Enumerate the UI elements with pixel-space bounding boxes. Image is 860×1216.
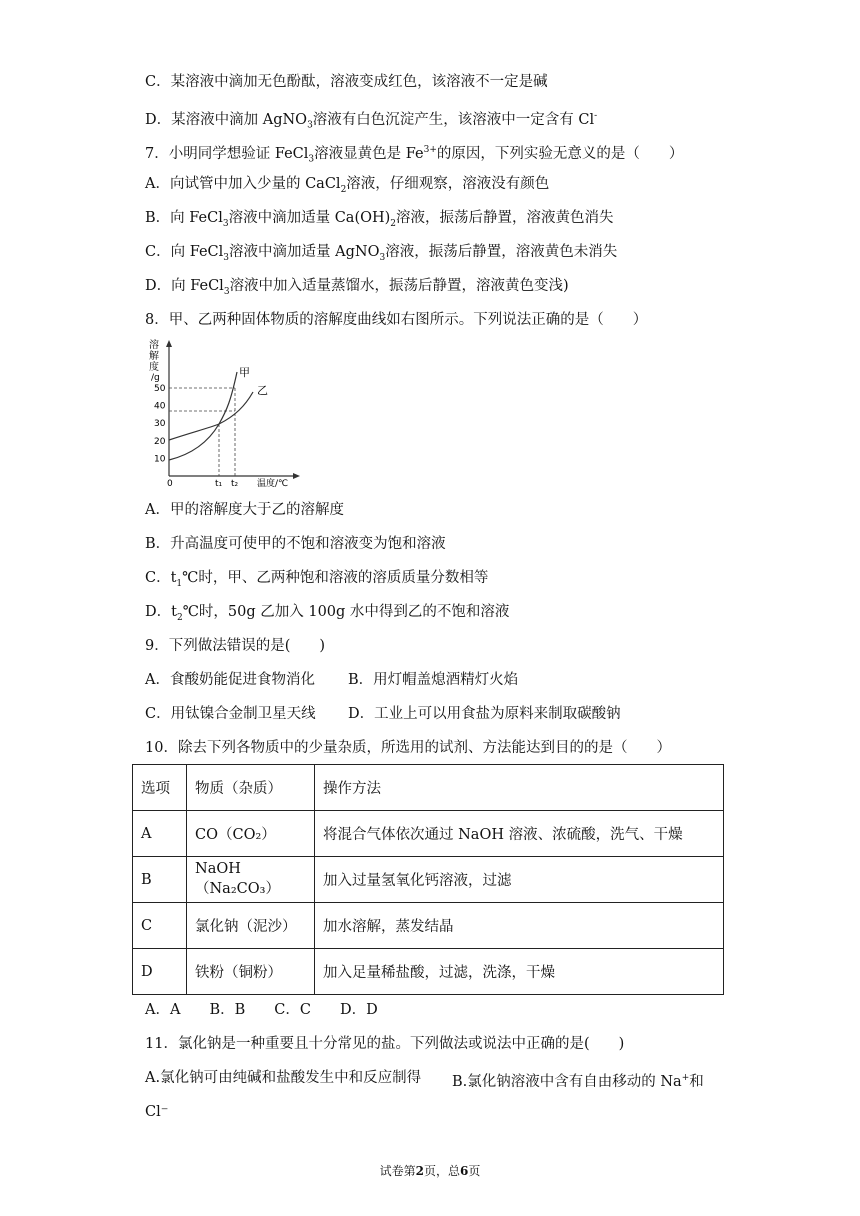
ylabel-char-1: 溶 (149, 340, 159, 351)
q6-option-c: C．某溶液中滴加无色酚酞，溶液变成红色，该溶液不一定是碱 (145, 74, 548, 90)
q9-option-a: A．食酸奶能促进食物消化 (145, 672, 315, 688)
ytick-label: 30 (154, 419, 166, 430)
xtick-t1: t₁ (215, 479, 223, 488)
q7-option-d: D．向 FeCl$_3$溶液中加入适量蒸馏水，振荡后静置，溶液黄色变浅) (145, 278, 569, 297)
q7-option-a: A．向试管中加入少量的 CaCl$_2$溶液，仔细观察，溶液没有颜色 (145, 176, 550, 195)
curve-yi (169, 392, 253, 440)
cell-method: 加水溶解，蒸发结晶 (315, 903, 724, 949)
table-header-row (133, 765, 724, 811)
cell-substance: NaOH（Na₂CO₃） (187, 857, 315, 903)
q8-option-a: A．甲的溶解度大于乙的溶解度 (145, 502, 344, 518)
y-axis-arrow (166, 340, 172, 347)
ytick-label: 20 (154, 436, 166, 447)
solubility-chart (145, 336, 305, 488)
q9-option-c: C．用钛镍合金制卫星天线 (145, 706, 316, 722)
x-axis-arrow (293, 473, 300, 479)
q7-stem: 7．小明同学想验证 FeCl$_3$溶液显黄色是 $Fe^{3+}$的原因，下列实验无意义的是（ ） (145, 145, 684, 165)
q11-option-b-continued: Cl⁻ (145, 1104, 169, 1120)
table-row (133, 949, 724, 995)
cell-method: 加入足量稀盐酸，过滤，洗涤，干燥 (315, 949, 724, 995)
q8-option-d: D．$t_2℃$时，50g 乙加入 100g 水中得到乙的不饱和溶液 (145, 604, 510, 623)
ytick-label: 40 (154, 401, 166, 412)
cell-option: B (133, 857, 187, 903)
q9-option-d: D．工业上可以用食盐为原料来制取碳酸钠 (348, 706, 621, 722)
xtick-t2: t₂ (231, 479, 239, 488)
cell-option: A (133, 811, 187, 857)
q11-option-b: B.氯化钠溶液中含有自由移动的 Na+和 (452, 1073, 704, 1090)
q8-option-b: B．升高温度可使甲的不饱和溶液变为饱和溶液 (145, 536, 446, 552)
cell-substance: CO（CO₂） (187, 811, 315, 857)
q10-stem: 10．除去下列各物质中的少量杂质，所选用的试剂、方法能达到目的的是（ ） (145, 740, 671, 756)
q11-option-a: A.氯化钠可由纯碱和盐酸发生中和反应制得 (145, 1070, 422, 1086)
q11-stem: 11．氯化钠是一种重要且十分常见的盐。下列做法或说法中正确的是( ) (145, 1036, 625, 1052)
cell-method: 加入过量氢氧化钙溶液，过滤 (315, 857, 724, 903)
cell-method: 将混合气体依次通过 NaOH 溶液、浓硫酸，洗气、干燥 (315, 811, 724, 857)
q7-option-b: B．向 FeCl$_3$溶液中滴加适量 $Ca(OH)_2$溶液，振荡后静置，溶液黄色消失 (145, 210, 614, 229)
header-method: 操作方法 (315, 765, 724, 811)
cell-substance: 铁粉（铜粉） (187, 949, 315, 995)
ylabel-char-3: 度 (149, 362, 159, 373)
series-label-jia: 甲 (239, 366, 250, 379)
ylabel-char-4: /g (151, 373, 160, 383)
ytick-label: 10 (154, 454, 166, 465)
table-row (133, 857, 724, 903)
q9-option-b: B．用灯帽盖熄酒精灯火焰 (348, 672, 519, 688)
q8-stem: 8．甲、乙两种固体物质的溶解度曲线如右图所示。下列说法正确的是（ ） (145, 312, 648, 328)
header-substance: 物质（杂质） (187, 765, 315, 811)
q10-options: A．A B．B C．C D．D (145, 1002, 378, 1018)
table-row (133, 903, 724, 949)
curve-jia (169, 372, 237, 460)
q7-option-c: C．向 FeCl$_3$溶液中滴加适量 AgNO$_3$溶液，振荡后静置，溶液黄色未消失 (145, 244, 618, 263)
cell-option: D (133, 949, 187, 995)
series-label-yi: 乙 (257, 384, 268, 397)
xlabel: 温度/℃ (257, 479, 289, 488)
origin-label: 0 (167, 479, 173, 488)
q10-table (132, 764, 724, 995)
cell-substance: 氯化钠（泥沙） (187, 903, 315, 949)
cell-option: C (133, 903, 187, 949)
q9-stem: 9．下列做法错误的是( ) (145, 638, 326, 654)
q8-option-c: C．$t_1℃$时，甲、乙两种饱和溶液的溶质质量分数相等 (145, 570, 489, 589)
page-footer: 试卷第2页，总6页 (379, 1164, 481, 1178)
q6-option-d: D．某溶液中滴加 AgNO$_3$溶液有白色沉淀产生，该溶液中一定含有 Cl- (145, 111, 598, 131)
table-row (133, 811, 724, 857)
ytick-label: 50 (154, 384, 166, 394)
header-option: 选项 (133, 765, 187, 811)
ylabel-char-2: 解 (149, 351, 159, 362)
